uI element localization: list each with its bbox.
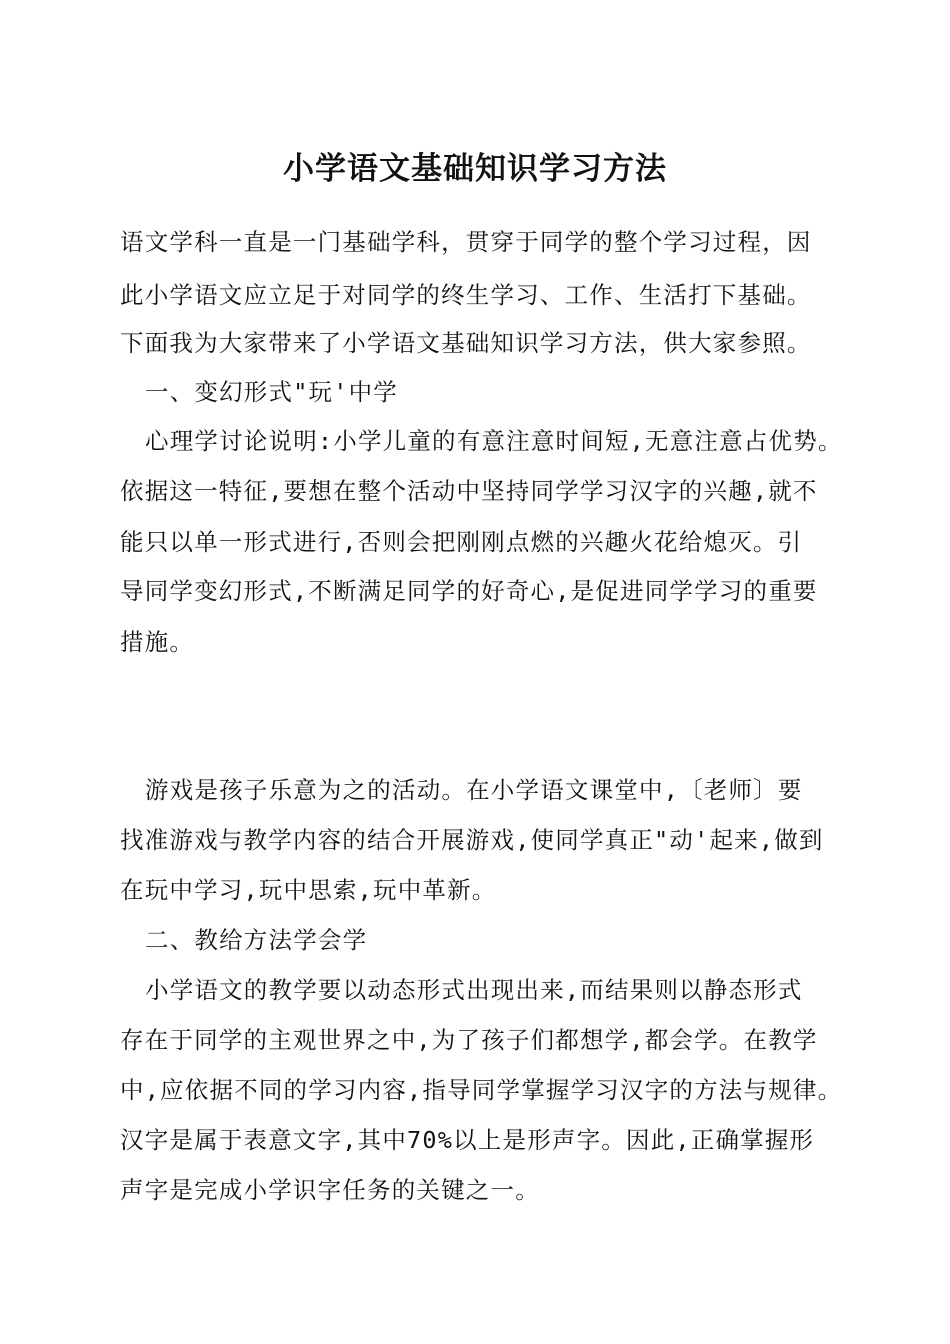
paragraph-line: 游戏是孩子乐意为之的活动。在小学语文课堂中,〔老师〕要 — [145, 776, 803, 804]
paragraph-line: 中,应依据不同的学习内容,指导同学掌握学习汉字的方法与规律。 — [120, 1076, 843, 1104]
paragraph-line: 能只以单一形式进行,否则会把刚刚点燃的兴趣火花给熄灭。引 — [120, 528, 803, 556]
paragraph-line: 存在于同学的主观世界之中,为了孩子们都想学,都会学。在教学 — [120, 1026, 818, 1054]
paragraph-line: 汉字是属于表意文字,其中70%以上是形声字。因此,正确掌握形 — [120, 1126, 815, 1154]
paragraph-line: 小学语文的教学要以动态形式出现出来,而结果则以静态形式 — [145, 976, 803, 1004]
paragraph-line: 心理学讨论说明:小学儿童的有意注意时间短,无意注意占优势。 — [145, 427, 843, 455]
page-title: 小学语文基础知识学习方法 — [283, 151, 667, 187]
paragraph-line: 下面我为大家带来了小学语文基础知识学习方法，供大家参照。 — [120, 329, 812, 357]
paragraph-line: 措施。 — [120, 628, 195, 656]
paragraph-line: 语文学科一直是一门基础学科，贯穿于同学的整个学习过程，因 — [120, 228, 812, 256]
paragraph-line: 找准游戏与教学内容的结合开展游戏,使同学真正"动'起来,做到 — [120, 826, 824, 854]
paragraph-line: 依据这一特征,要想在整个活动中坚持同学学习汉字的兴趣,就不 — [120, 477, 818, 505]
section-heading: 一、变幻形式"玩'中学 — [145, 378, 398, 406]
paragraph-line: 声字是完成小学识字任务的关键之一。 — [120, 1176, 540, 1204]
paragraph-line: 导同学变幻形式,不断满足同学的好奇心,是促进同学学习的重要 — [120, 577, 818, 605]
paragraph-line: 在玩中学习,玩中思索,玩中革新。 — [120, 876, 497, 904]
section-heading: 二、教给方法学会学 — [145, 926, 368, 954]
paragraph-line: 此小学语文应立足于对同学的终生学习、工作、生活打下基础。 — [120, 281, 812, 309]
